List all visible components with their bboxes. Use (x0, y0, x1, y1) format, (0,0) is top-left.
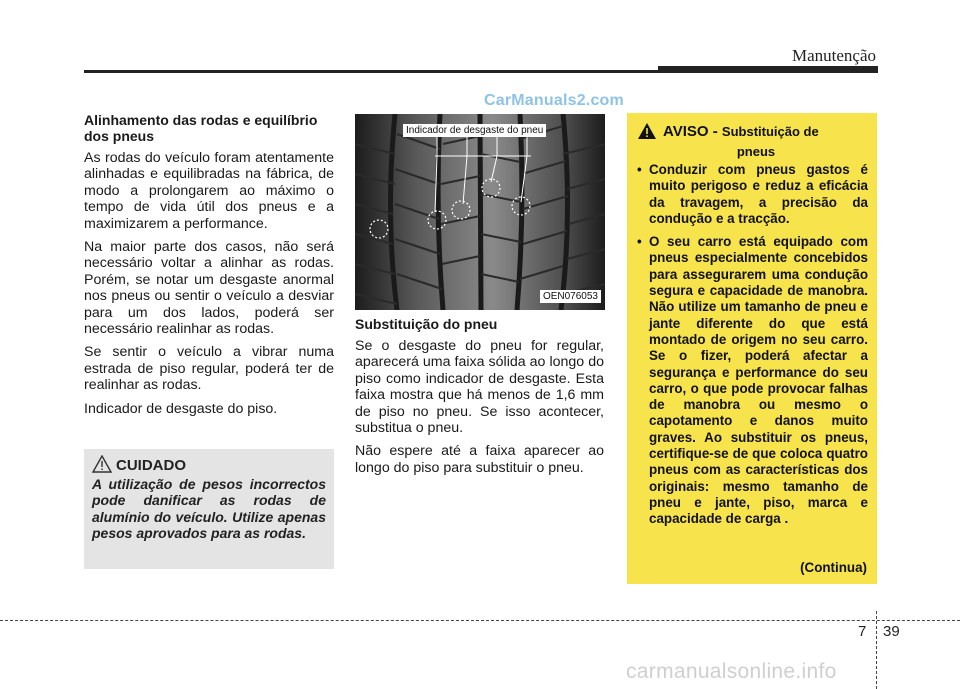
warning-triangle-icon (92, 455, 112, 478)
warning-list (637, 162, 868, 535)
warning-triangle-icon (637, 122, 657, 145)
caution-text: A utilização de pesos incorrectos pode danificar as rodas de alumínio do veículo. Utilize apenas pesos aprovados para as rodas. (92, 476, 326, 542)
tire-tread-illustration (355, 114, 605, 310)
chapter-number: 7 (858, 623, 867, 640)
warning-bullet: • Conduzir com pneus gastos é muito perigoso e reduz a eficácia da travagem, a precisão da condução e a tracção. (637, 162, 868, 227)
alignment-paragraph-4: Indicador de desgaste do piso. (84, 400, 278, 417)
figure-code: OEN076053 (540, 290, 601, 303)
warning-title-label: AVISO - (663, 123, 718, 140)
figure-callout-label: Indicador de desgaste do pneu (403, 124, 546, 137)
warning-bullet: • O seu carro está equipado com pneus especialmente concebidos para assegurarem uma condução segura e capacidade de manobra. Não utilize um tamanho de pneu e jante diferente do que está montado de origem no seu carro. Se o fizer, poderá afectar a segurança e performance do seu carro, o que pode provocar falhas de manobra ou mesmo o capotamento e danos muito graves. Ao substituir os pneus, certifique-se de que coloca quatro pneus com as características dos originais: mesmo tamanho de pneu e jante, piso, marca e capacidade de carga . (637, 234, 868, 527)
alignment-paragraph-3: Se sentir o veículo a vibrar numa estrada de piso regular, poderá ter de realinhar as rodas. (84, 344, 334, 394)
warning-title (663, 123, 819, 140)
warning-subtitle-b: pneus (736, 144, 776, 159)
tire-figure (355, 114, 605, 310)
watermark-bottom: carmanualsonline.info (626, 660, 837, 683)
replacement-paragraph-2: Não espere até a faixa aparecer ao longo do piso para substituir o pneu. (355, 443, 604, 476)
alignment-paragraph-1: As rodas do veículo foram atentamente alinhadas e equilibradas na fábrica, de modo a prolongarem ao máximo o tempo de vida útil dos pneus e a maximizarem a performance. (84, 150, 334, 232)
alignment-paragraph-2: Na maior parte dos casos, não será necessário voltar a alinhar as rodas. Porém, se notar um desgaste anormal nos pneus ou sentir o veículo a desviar para um dos lados, poderá ser necessário realinhar as rodas. (84, 239, 334, 338)
replacement-heading: Substituição do pneu (355, 316, 498, 332)
left-column (84, 112, 334, 424)
continued-label: (Continua) (800, 560, 867, 575)
caution-box (84, 449, 334, 569)
warning-subtitle-a: Substituição de (721, 124, 819, 139)
footer-dashed-rule (0, 620, 960, 621)
replacement-paragraph-1: Se o desgaste do pneu for regular, aparecerá uma faixa sólida ao longo do piso como indicador de desgaste. Esta faixa mostra que há menos de 1,6 mm de piso no pneu. Se isso acontecer, substitua o pneu. (355, 338, 604, 437)
page-number: 39 (883, 623, 900, 640)
middle-column (355, 316, 604, 483)
header-rule-accent (658, 66, 878, 73)
alignment-heading: Alinhamento das rodas e equilíbrio dos pneus (84, 112, 318, 144)
watermark-top: CarManuals2.com (484, 92, 624, 109)
warning-box (627, 113, 877, 584)
section-title: Manutenção (791, 46, 876, 65)
caution-title: CUIDADO (116, 457, 186, 474)
footer-dashed-divider (876, 611, 877, 689)
